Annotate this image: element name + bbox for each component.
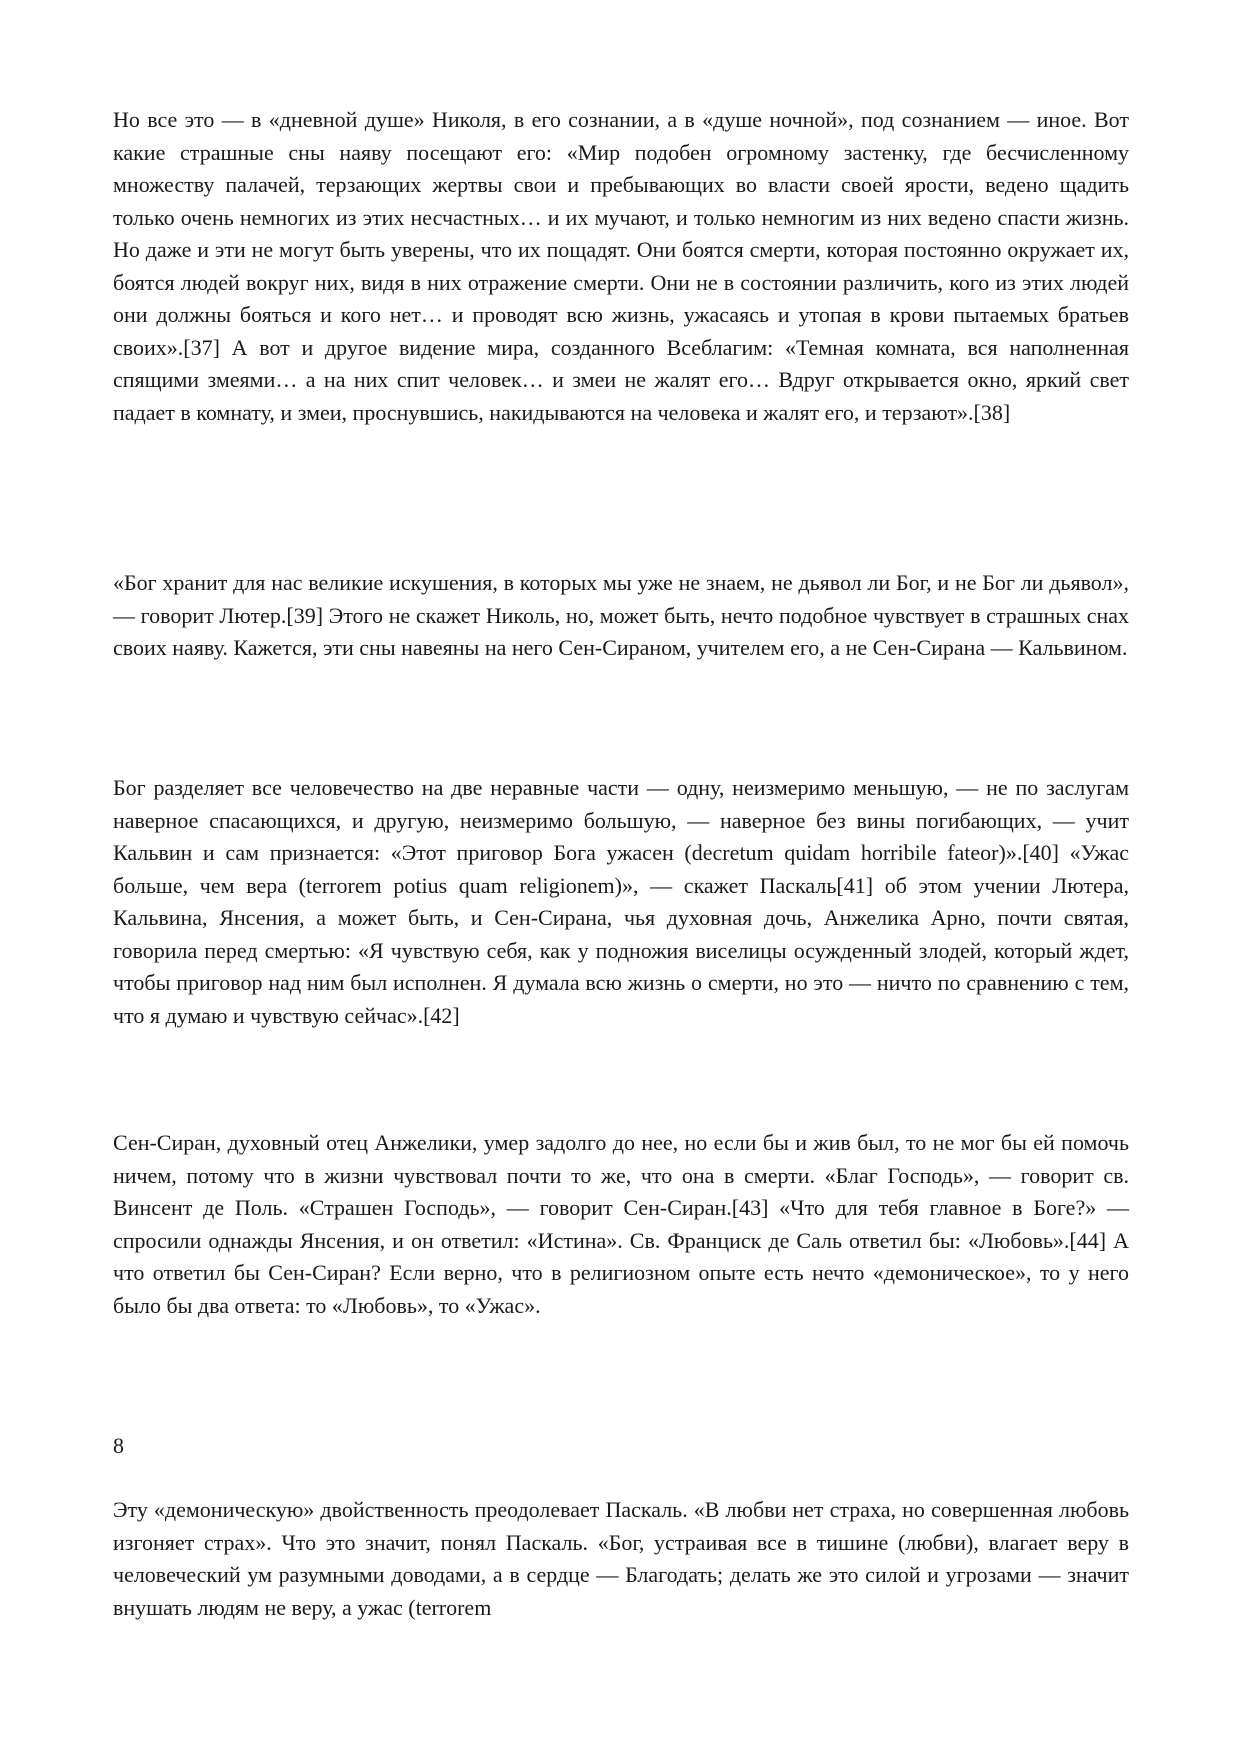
paragraph-calvin-decree: Бог разделяет все человечество на две неравные части — одну, неизмеримо меньшую, — не по заслугам наверное спасающихся, и другую, неизмеримо большую, — наверное без вины погибающих, — учит Кальвин и сам признается: «Этот приговор Бога ужасен (decretum quidam horribile fateor)».[40] «Ужас больше, чем вера (terrorem potius quam religionem)», — скажет Паскаль[41] об этом учении Лютера, Кальвина, Янсения, а может быть, и Сен-Сирана, чья духовная дочь, Анжелика Арно, почти святая, говорила перед смертью: «Я чувствую себя, как у подножия виселицы осужденный злодей, который ждет, чтобы приговор над ним был исполнен. Я думала всю жизнь о смерти, но это — ничто по сравнению с тем, что я думаю и чувствую сейчас».[42] (113, 775, 1129, 1028)
section-number: 8 (113, 1433, 124, 1458)
paragraph-pascal-love: Эту «демоническую» двойственность преодолевает Паскаль. «В любви нет страха, но совершенная любовь изгоняет страх». Что это значит, понял Паскаль. «Бог, устраивая все в тишине (любви), влагает веру в человеческий ум разумными доводами, а в сердце — Благодать; делать же это силой и угрозами — значит внушать людям не веру, а ужас (terrorem (113, 1497, 1129, 1620)
paragraph-night-soul: Но все это — в «дневной душе» Николя, в его сознании, а в «душе ночной», под сознанием — иное. Вот какие страшные сны наяву посещают его: «Мир подобен огромному застенку, где бесчисленному множеству палачей, терзающих жертвы свои и пребывающих во власти своей ярости, ведено щадить только очень немногих из этих несчастных… и их мучают, и только немногим из них ведено спасти жизнь. Но даже и эти не могут быть уверены, что их пощадят. Они боятся смерти, которая постоянно окружает их, боятся людей вокруг них, видя в них отражение смерти. Они не в состоянии различить, кого из этих людей они должны бояться и кого нет… и проводят всю жизнь, ужасаясь и утопая в крови пытаемых братьев своих».[37] А вот и другое видение мира, созданного Всеблагим: «Темная комната, вся наполненная спящими змеями… а на них спит человек… и змеи не жалят его… Вдруг открывается окно, яркий свет падает в комнату, и змеи, проснувшись, накидываются на человека и жалят его, и терзают».[38] (113, 107, 1129, 425)
paragraph-luther-quote: «Бог хранит для нас великие искушения, в которых мы уже не знаем, не дьявол ли Бог, и не Бог ли дьявол», — говорит Лютер.[39] Этого не скажет Николь, но, может быть, нечто подобное чувствует в страшных снах своих наяву. Кажется, эти сны навеяны на него Сен-Сираном, учителем его, а не Сен-Сирана — Кальвином. (113, 570, 1129, 660)
paragraph-saint-cyran: Сен-Сиран, духовный отец Анжелики, умер задолго до нее, но если бы и жив был, то не мог бы ей помочь ничем, потому что в жизни чувствовал почти то же, что она в смерти. «Благ Господь», — говорит св. Винсент де Поль. «Страшен Господь», — говорит Сен-Сиран.[43] «Что для тебя главное в Боге?» — спросили однажды Янсения, и он ответил: «Истина». Св. Франциск де Саль ответил бы: «Любовь».[44] А что ответил бы Сен-Сиран? Если верно, что в религиозном опыте есть нечто «демоническое», то у него было бы два ответа: то «Любовь», то «Ужас». (113, 1130, 1129, 1318)
